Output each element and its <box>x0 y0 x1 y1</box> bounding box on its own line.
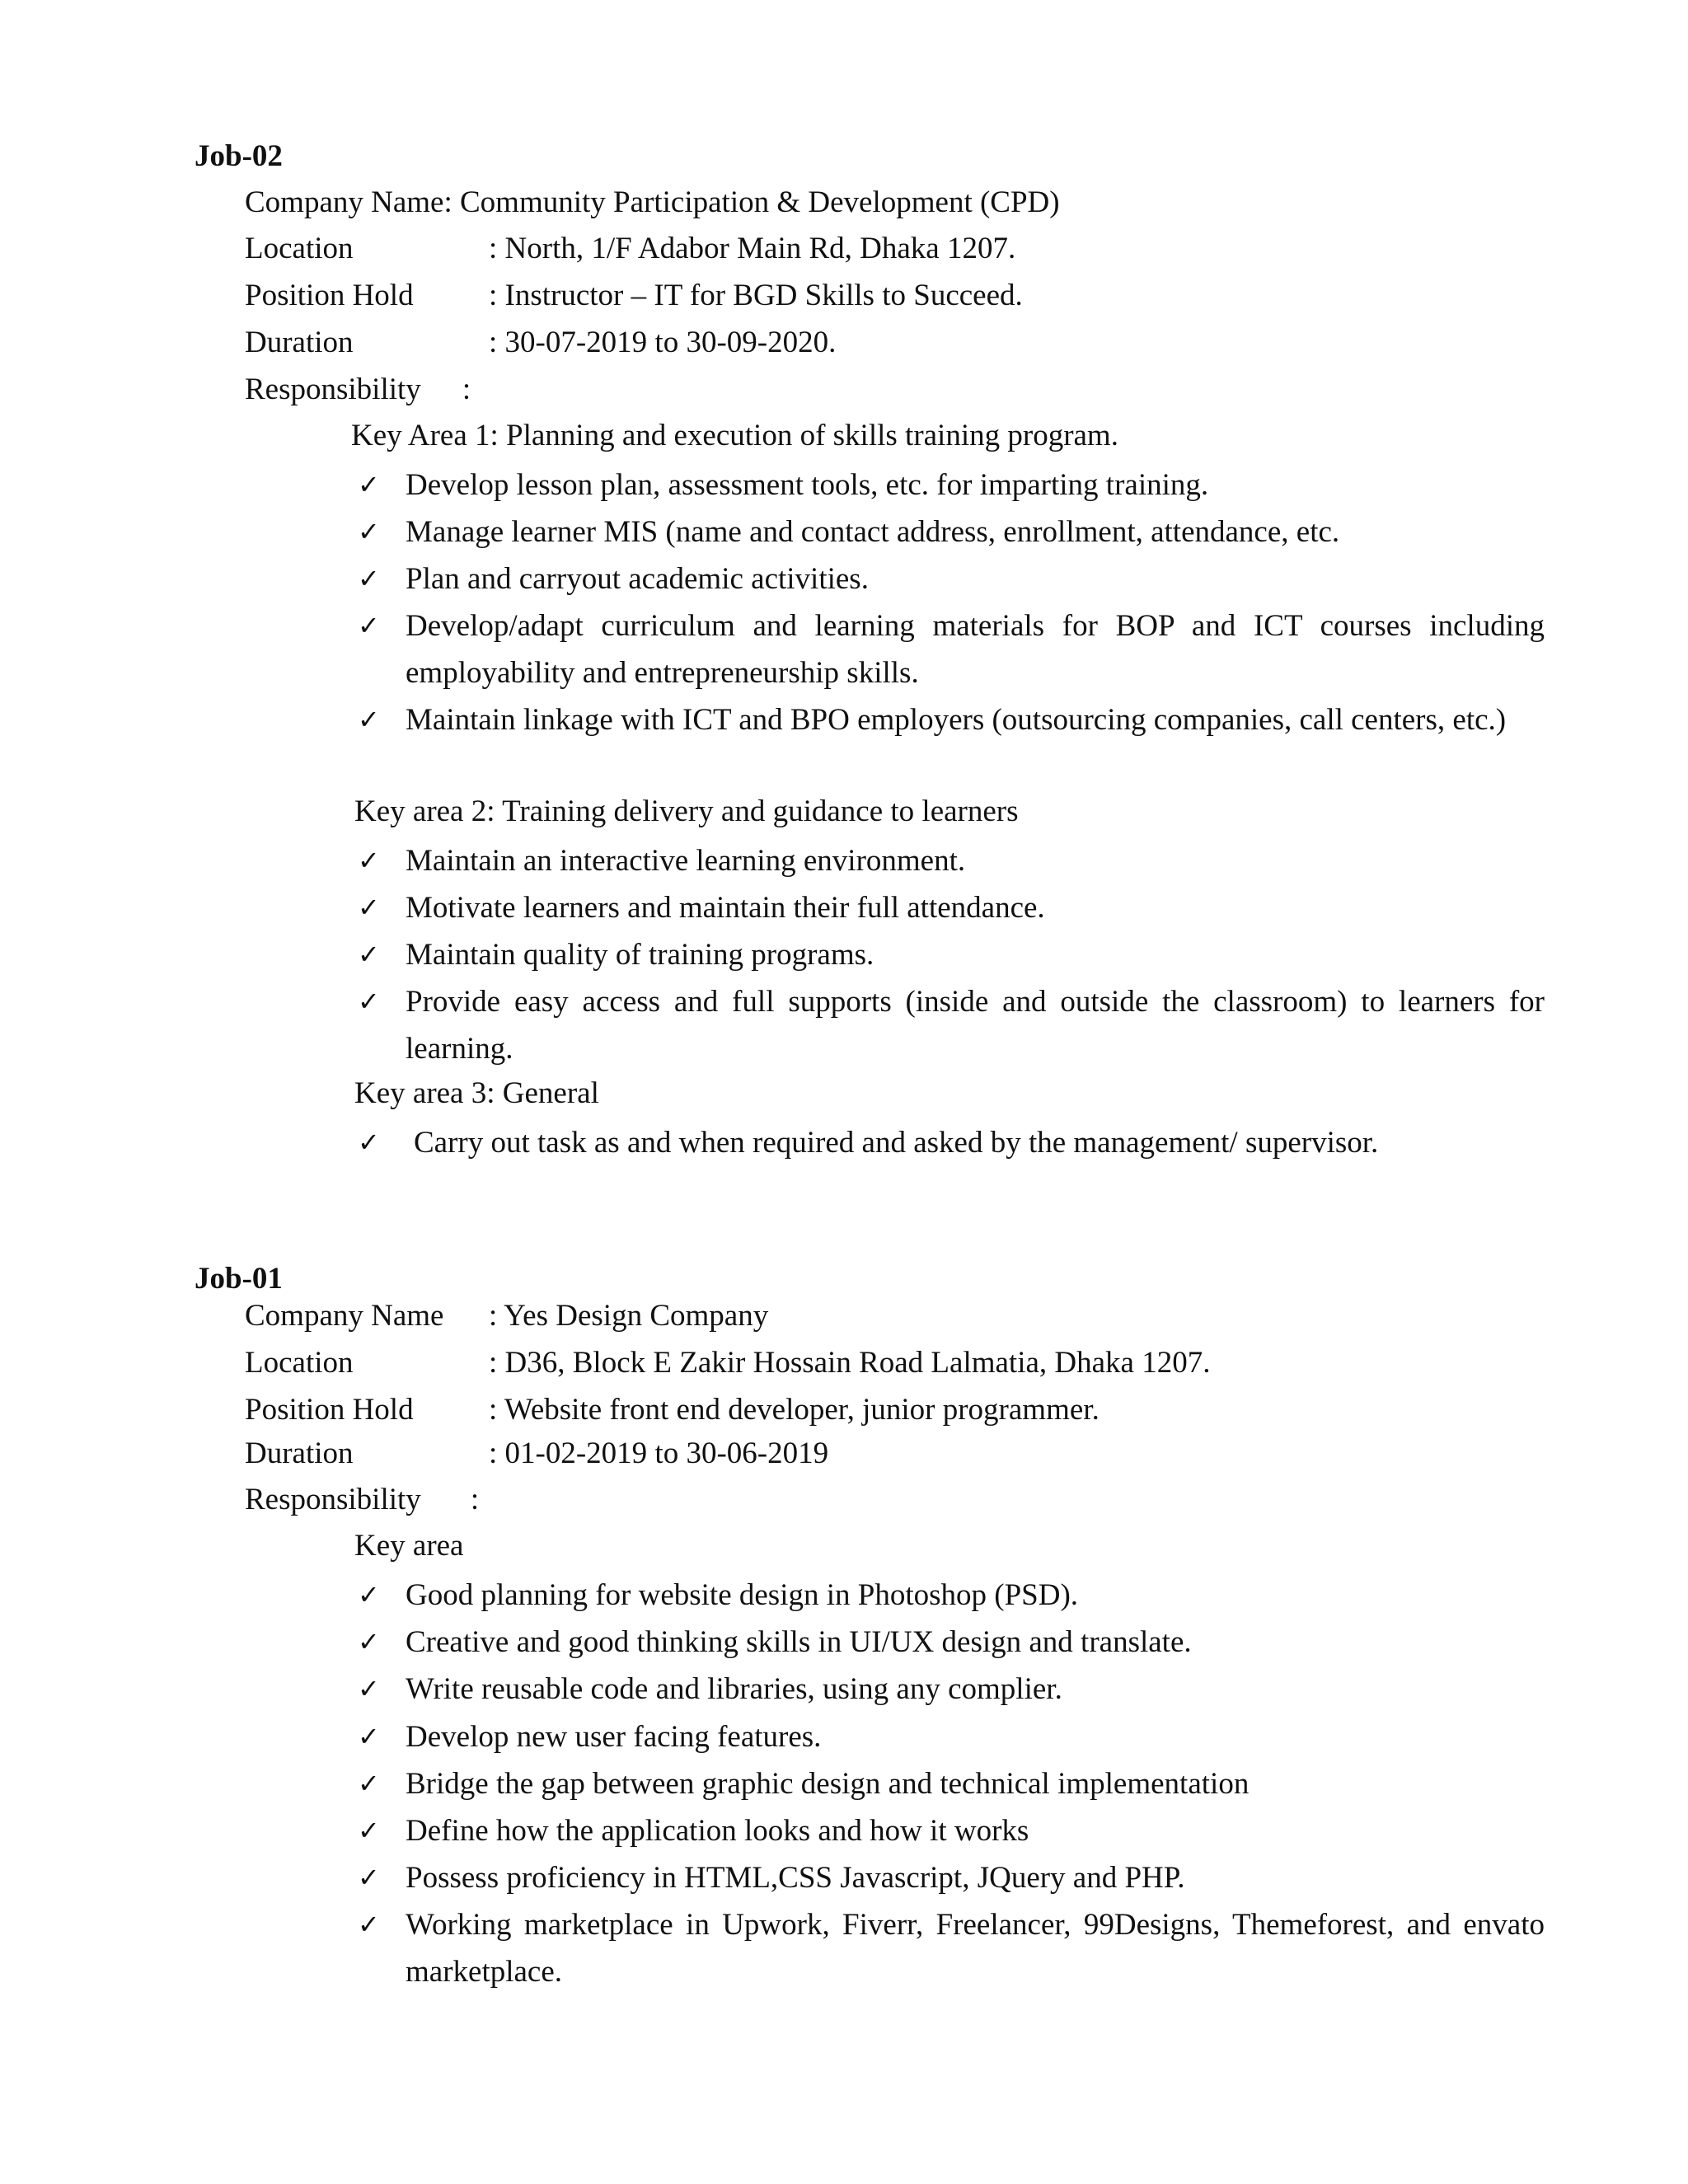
checkmark-icon: ✓ <box>358 1862 380 1893</box>
job-01-location-row <box>245 1344 1210 1382</box>
list-item <box>358 931 1545 978</box>
location-label: Location <box>245 1346 354 1380</box>
position-value: : Instructor – IT for BGD Skills to Succeed. <box>489 279 1023 312</box>
list-item <box>358 978 1545 1072</box>
checkmark-icon: ✓ <box>358 1815 380 1846</box>
list-item-text: Manage learner MIS (name and contact address, enrollment, attendance, etc. <box>406 515 1340 549</box>
list-item-text: Maintain quality of training programs. <box>406 938 874 972</box>
checkmark-icon: ✓ <box>358 610 380 641</box>
list-item-text: Write reusable code and libraries, using any complier. <box>406 1672 1062 1706</box>
responsibility-label: Responsibility <box>245 373 421 406</box>
duration-label: Duration <box>245 1436 354 1470</box>
list-item <box>358 555 1545 602</box>
location-label: Location <box>245 232 354 265</box>
list-item <box>358 837 1545 884</box>
checkmark-icon: ✓ <box>358 892 380 923</box>
list-item-text: Develop/adapt curriculum and learning materials for BOP and ICT courses including employability and entrepreneurship skills. <box>406 609 1545 690</box>
company-value: : Yes Design Company <box>489 1299 769 1333</box>
responsibility-label: Responsibility <box>245 1483 421 1516</box>
list-item-text: Define how the application looks and how it works <box>406 1814 1029 1848</box>
list-item <box>358 1854 1545 1901</box>
job-01-company-row <box>245 1297 768 1335</box>
job-02-duration-row <box>245 324 836 362</box>
list-item-text: Possess proficiency in HTML,CSS Javascript, JQuery and PHP. <box>406 1861 1185 1895</box>
position-value: : Website front end developer, junior programmer. <box>489 1393 1100 1427</box>
job-02-heading: Job-02 <box>195 139 283 173</box>
duration-value: : 01-02-2019 to 30-06-2019 <box>489 1436 829 1470</box>
checkmark-icon: ✓ <box>358 845 380 876</box>
responsibility-colon: : <box>470 1483 480 1516</box>
list-item-text: Working marketplace in Upwork, Fiverr, Freelancer, 99Designs, Themeforest, and envato marketplace. <box>406 1908 1545 1989</box>
list-item <box>358 884 1545 931</box>
list-item-text: Develop lesson plan, assessment tools, etc. for imparting training. <box>406 468 1209 502</box>
list-item <box>358 462 1545 509</box>
checkmark-icon: ✓ <box>358 1768 380 1799</box>
checkmark-icon: ✓ <box>358 1127 380 1158</box>
checkmark-icon: ✓ <box>358 986 380 1017</box>
job-01-responsibility-row <box>245 1481 479 1519</box>
list-item <box>358 1807 1545 1854</box>
key-area-title: Key area <box>354 1529 464 1563</box>
checkmark-icon: ✓ <box>358 1673 380 1704</box>
list-item <box>358 1572 1545 1619</box>
location-value: : D36, Block E Zakir Hossain Road Lalmatia, Dhaka 1207. <box>489 1346 1211 1380</box>
list-item-text: Maintain linkage with ICT and BPO employers (outsourcing companies, call centers, etc.) <box>406 703 1507 737</box>
job-02-responsibility-row <box>245 371 471 409</box>
list-item-text: Good planning for website design in Photoshop (PSD). <box>406 1578 1079 1612</box>
list-item-text: Develop new user facing features. <box>406 1720 822 1754</box>
checkmark-icon: ✓ <box>358 704 380 735</box>
job-01-heading: Job-01 <box>195 1262 283 1296</box>
checkmark-icon: ✓ <box>358 516 380 547</box>
duration-value: : 30-07-2019 to 30-09-2020. <box>489 326 837 359</box>
checkmark-icon: ✓ <box>358 1721 380 1752</box>
position-label: Position Hold <box>245 1393 414 1427</box>
position-label: Position Hold <box>245 279 414 312</box>
job-01-duration-row <box>245 1435 828 1473</box>
location-value: : North, 1/F Adabor Main Rd, Dhaka 1207. <box>489 232 1016 265</box>
key-area-title: Key area 2: Training delivery and guidance to learners <box>354 794 1019 828</box>
checkmark-icon: ✓ <box>358 939 380 970</box>
list-item <box>358 1666 1545 1713</box>
job-02-company-name: Company Name: Community Participation & Development (CPD) <box>245 185 1060 219</box>
list-item <box>358 1119 1545 1166</box>
responsibility-colon: : <box>462 373 471 406</box>
company-label: Company Name <box>245 1299 444 1333</box>
list-item-text: Plan and carryout academic activities. <box>406 562 869 596</box>
list-item-text: Carry out task as and when required and asked by the management/ supervisor. <box>414 1126 1379 1160</box>
checkmark-icon: ✓ <box>358 1579 380 1610</box>
list-item <box>358 696 1545 743</box>
checkmark-icon: ✓ <box>358 1909 380 1940</box>
key-area-title: Key area 3: General <box>354 1076 599 1110</box>
list-item <box>358 509 1545 555</box>
job-01-position-row <box>245 1391 1100 1429</box>
list-item-text: Creative and good thinking skills in UI/UX design and translate. <box>406 1625 1192 1659</box>
list-item <box>358 602 1545 696</box>
job-02-position-row <box>245 277 1023 315</box>
list-item <box>358 1619 1545 1666</box>
list-item-text: Provide easy access and full supports (inside and outside the classroom) to learners for learning. <box>406 985 1545 1066</box>
job-02-location-row <box>245 230 1015 268</box>
checkmark-icon: ✓ <box>358 1626 380 1657</box>
duration-label: Duration <box>245 326 354 359</box>
list-item-text: Bridge the gap between graphic design and technical implementation <box>406 1767 1250 1801</box>
list-item-text: Motivate learners and maintain their full attendance. <box>406 891 1045 925</box>
list-item <box>358 1901 1545 1995</box>
list-item <box>358 1713 1545 1760</box>
list-item-text: Maintain an interactive learning environment. <box>406 844 966 878</box>
key-area-title: Key Area 1: Planning and execution of skills training program. <box>351 419 1118 452</box>
list-item <box>358 1760 1545 1807</box>
checkmark-icon: ✓ <box>358 469 380 500</box>
checkmark-icon: ✓ <box>358 563 380 594</box>
